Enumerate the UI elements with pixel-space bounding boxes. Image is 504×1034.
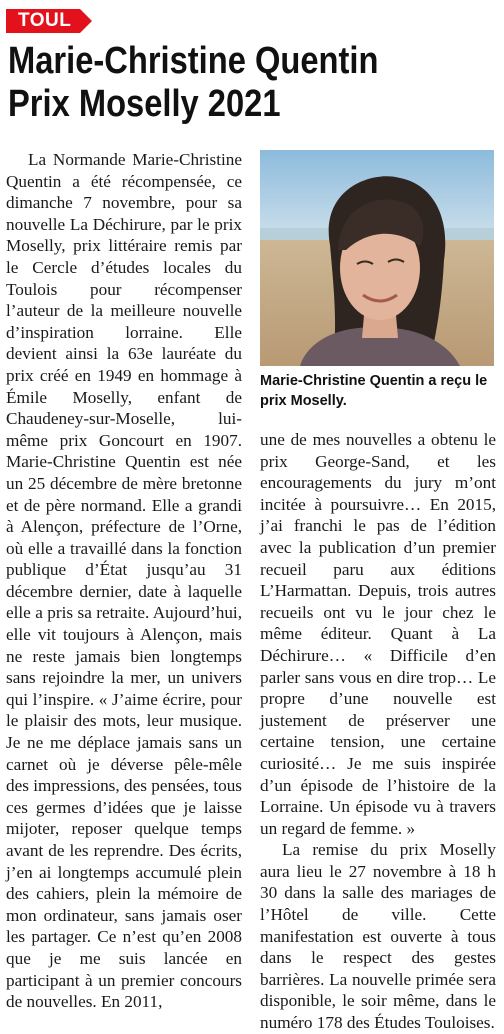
article-paragraph: La Normande Marie-Christine Quentin a été récompensée, ce dimanche 7 novembre, pour sa nouvelle La Déchirure, par le prix Moselly, prix littéraire remis par le Cercle d’études locales du Toulois pour récompenser l’auteur de la meilleure nouvelle d’inspiration lorraine. Elle devient ainsi la 63e lauréate du prix créé en 1949 en hommage à Émile Moselly, enfant de Chaudeney-sur-Moselle, lui-même prix Goncourt en 1907. Marie-Christine Quentin est née un 25 décembre de mère bretonne et de père normand. Elle a grandi à Alençon, préfecture de l’Orne, où elle a travaillé dans la fonction publique d’État jusqu’au 31 décembre dernier, date à laquelle elle a pris sa retraite. Aujourd’hui, elle vit toujours à Alençon, mais ne reste jamais bien longtemps sans rejoindre la mer, un univers qui l’inspire. « J’aime écrire, pour le plaisir des mots, leur musique. Je ne me déplace jamais sans un carnet où je déverse pêle-mêle des impressions, des pensées, tous ces germes d’idées que je laisse mijoter, reposer quelque temps avant de les reprendre. Des écrits, j’en ai longtemps accumulé plein des cahiers, plein la mémoire de mon ordinateur, sans jamais oser les partager. Ce n’est qu’en 2008 que je me suis lancée en participant à un premier concours de nouvelles. En 2011, (6, 150, 242, 1012)
section-badge-label: TOUL (18, 10, 72, 31)
article-column-1 (6, 149, 242, 1013)
photo-caption: Marie-Christine Quentin a reçu le prix Moselly. (260, 373, 488, 409)
article-column-2 (260, 429, 496, 1034)
article-paragraph: une de mes nouvelles a obtenu le prix George-Sand, et les encouragements du jury m’ont incitée à poursuivre… En 2015, j’ai franchi le pas de l’édition avec la publication d’un premier recueil paru aux éditions L’Harmattan. Depuis, trois autres recueils ont vu le jour chez le même éditeur. Quant à La Déchirure… « Difficile d’en parler sans vous en dire trop… Le propre d’une nouvelle est justement de préserver une certaine tension, une certaine curiosité… Je me suis inspirée d’un épisode de l’histoire de la Lorraine. Un épisode vu à travers un regard de femme. » (260, 430, 496, 838)
article-headline (8, 40, 431, 126)
section-badge (6, 9, 80, 33)
article-paragraph: La remise du prix Moselly aura lieu le 27 novembre à 18 h 30 dans la salle des mariages de l’Hôtel de ville. Cette manifestation est ouverte à tous dans le respect des gestes barrières. La nouvelle primée sera disponible, le soir même, dans le numéro 178 des Études Touloises. (260, 840, 496, 1033)
portrait-photo (260, 150, 494, 366)
headline-line-1: Marie-Christine Quentin (8, 40, 379, 82)
headline-line-2: Prix Moselly 2021 (8, 83, 281, 125)
